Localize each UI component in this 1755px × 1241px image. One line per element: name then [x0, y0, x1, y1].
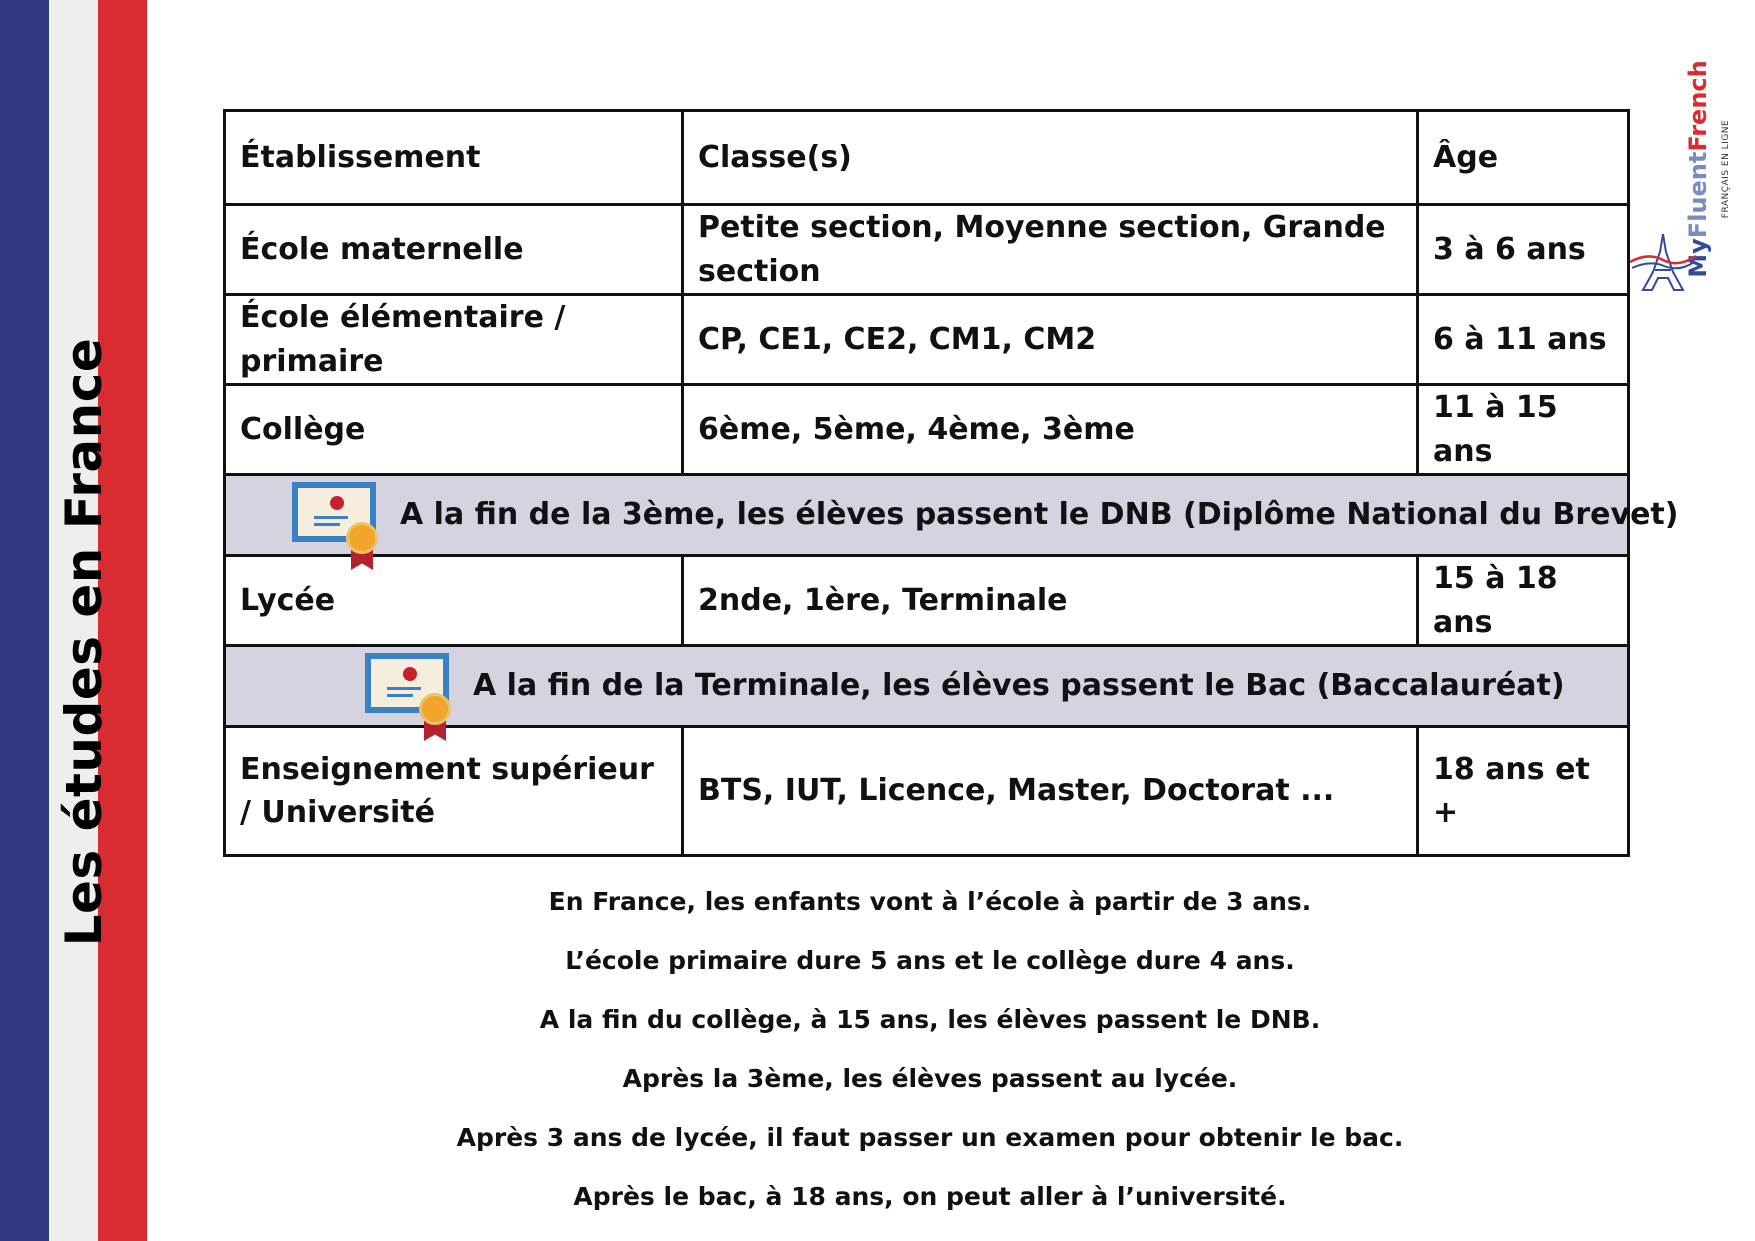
cell-age: 6 à 11 ans	[1418, 295, 1629, 385]
header-age: Âge	[1418, 111, 1629, 205]
table-row	[225, 556, 1629, 646]
cell-etablissement: Enseignement supérieur / Université	[225, 727, 683, 856]
myfluentfrench-logo	[1622, 44, 1732, 294]
logo-tagline: FRANÇAIS EN LIGNE	[1721, 119, 1731, 219]
note-line: A la fin du collège, à 15 ans, les élèves passent le DNB.	[539, 1005, 1321, 1034]
logo-wordmark: MyFluentFrench	[1684, 60, 1712, 278]
summary-notes	[230, 872, 1630, 1226]
education-table	[223, 109, 1679, 857]
cell-etablissement: Collège	[225, 385, 683, 475]
cell-age: 11 à 15 ans	[1418, 385, 1629, 475]
note-line: Après 3 ans de lycée, il faut passer un examen pour obtenir le bac.	[456, 1123, 1404, 1152]
table-row	[225, 727, 1629, 856]
table-row	[225, 385, 1629, 475]
cell-classes: Petite section, Moyenne section, Grande section	[683, 205, 1418, 295]
table-header-row	[225, 111, 1629, 205]
flag-blue-stripe	[0, 0, 49, 1241]
cell-classes: 6ème, 5ème, 4ème, 3ème	[683, 385, 1418, 475]
note-line: L’école primaire dure 5 ans et le collège dure 4 ans.	[565, 946, 1295, 975]
header-classes: Classe(s)	[683, 111, 1418, 205]
exam-band-text: A la fin de la Terminale, les élèves passent le Bac (Baccalauréat)	[473, 668, 1565, 704]
exam-band-text: A la fin de la 3ème, les élèves passent le DNB (Diplôme National du Brevet)	[400, 497, 1679, 533]
cell-etablissement: École élémentaire / primaire	[225, 295, 683, 385]
cell-classes: BTS, IUT, Licence, Master, Doctorat ...	[683, 727, 1418, 856]
cell-age: 3 à 6 ans	[1418, 205, 1629, 295]
note-line: Après la 3ème, les élèves passent au lycée.	[622, 1064, 1238, 1093]
cell-classes: 2nde, 1ère, Terminale	[683, 556, 1418, 646]
note-line: Après le bac, à 18 ans, on peut aller à l’université.	[573, 1182, 1287, 1211]
cell-age: 15 à 18 ans	[1418, 556, 1629, 646]
note-line: En France, les enfants vont à l’école à partir de 3 ans.	[548, 887, 1312, 916]
cell-etablissement: Lycée	[225, 556, 683, 646]
header-etablissement: Établissement	[225, 111, 683, 205]
cell-classes: CP, CE1, CE2, CM1, CM2	[683, 295, 1418, 385]
exam-band-bac	[225, 646, 1629, 727]
cell-etablissement: École maternelle	[225, 205, 683, 295]
exam-band-dnb	[225, 475, 1629, 556]
eiffel-tower-icon	[1628, 232, 1698, 292]
certificate-icon	[363, 647, 463, 725]
page-title: Les études en France	[55, 337, 113, 947]
certificate-icon	[290, 476, 390, 554]
table-row	[225, 205, 1629, 295]
cell-age: 18 ans et +	[1418, 727, 1629, 856]
table-row	[225, 295, 1629, 385]
